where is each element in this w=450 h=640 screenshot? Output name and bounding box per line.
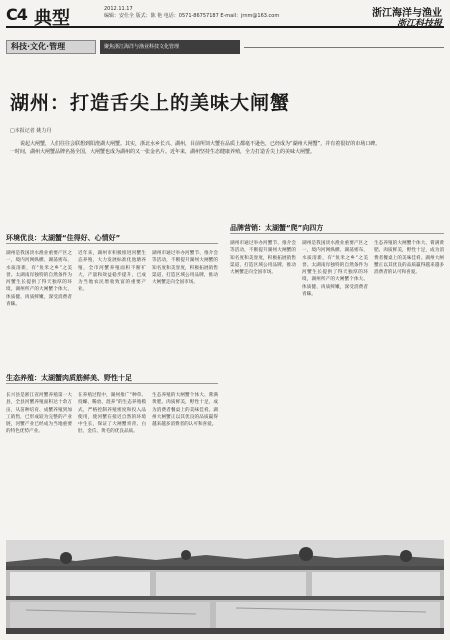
divider: [6, 243, 218, 244]
page-title: 典型: [34, 8, 70, 29]
body-paragraph: 近年来，湖州市积极推进河蟹生态养殖，大力发展标准化池塘养殖，全市河蟹养殖面积不断扩大，产量和效益稳步提升，已成为当地农民增收致富的重要产业。: [78, 251, 146, 293]
body-paragraph: 湖州是我国淡水渔业重要产区之一，境内河网纵横、湖荡密布，水质清新，有“鱼米之乡”之美誉。太湖南岸独特的自然条件为河蟹生长提供了得天独厚的环境，湖州所产的大闸蟹个体大、体质健、肉质鲜嫩，深受消费者青睐。: [6, 251, 72, 308]
body-paragraph: 生态养殖的大闸蟹个体大、膏满黄肥、肉质鲜美，野性十足，成为消费者餐桌上的美味佳肴。湖州大闸蟹正以其优良的品质赢得越来越多消费者的认可和喜爱。: [374, 241, 444, 276]
body-paragraph: 生态养殖的大闸蟹个体大、膏满黄肥、肉质鲜美，野性十足，成为消费者餐桌上的美味佳肴。湖州大闸蟹正以其优良的品质赢得越来越多消费者的认可和喜爱。: [152, 393, 218, 428]
issue-date: 2012.11.17: [104, 6, 133, 12]
subhead-ecology: 生态养殖：太湖蟹肉质筋鲜美、野性十足: [6, 374, 132, 382]
newspaper-name: 浙江科技报: [396, 19, 442, 29]
divider: [244, 47, 444, 48]
subhead-branding: 品牌营销：太湖蟹“爬”向四方: [230, 224, 324, 232]
body-paragraph: 在养殖过程中，湖州推广“种草、投螺、稀放、混养”的生态养殖模式，严格控制养殖密度和投入品使用，使河蟹在接近自然的环境中生长，保证了大闸蟹青背、白肚、金爪、黄毛的优良品质。: [78, 393, 146, 435]
column-label: 科技·文化·管理: [6, 40, 96, 54]
article-headline: 湖州：打造舌尖上的美味大闸蟹: [10, 92, 291, 114]
subhead-environment: 环境优良：太湖蟹“住得好、心情好”: [6, 234, 121, 242]
crab-pond-photo: [6, 540, 444, 634]
body-paragraph: 长兴县是浙江省河蟹养殖第一大县，全县河蟹养殖面积达十余万亩，从苗种培育、成蟹养殖到加工销售，已形成较为完整的产业链，河蟹产业已经成为当地重要的特色优势产业。: [6, 393, 72, 435]
body-paragraph: 湖州是我国淡水渔业重要产区之一，境内河网纵横、湖荡密布，水质清新，有“鱼米之乡”之美誉。太湖南岸独特的自然条件为河蟹生长提供了得天独厚的环境，湖州所产的大闸蟹个体大、体质健、肉质鲜嫩，深受消费者青睐。: [302, 241, 368, 298]
column-description: 聚焦浙江海洋与渔业科技文化管理: [100, 40, 240, 54]
editor-contact: 编辑：安仕全 版式：陈 艳 电话：0571-86757187 E-mail：jrnm@163.com: [104, 13, 280, 19]
body-paragraph: 湖州市通过举办河蟹节、推介会等活动，不断提升湖州大闸蟹的知名度和美誉度，积极拓展销售渠道，打造区域公用品牌，推动大闸蟹走向全国市场。: [230, 241, 296, 276]
issue-meta: [104, 6, 279, 20]
divider: [230, 233, 444, 234]
masthead: [6, 4, 444, 28]
body-paragraph: 湖州市通过举办河蟹节、推介会等活动，不断提升湖州大闸蟹的知名度和美誉度，积极拓展销售渠道，打造区域公用品牌，推动大闸蟹走向全国市场。: [152, 251, 218, 286]
article-lead: 说起大闸蟹，人们往往会联想到阳澄湖大闸蟹。其实，浙北水乡长兴、湖州，目前所饲大蟹在品质上都毫不逊色，已经成为“湖州大闸蟹”，并有着很好的市场口碑。一时间，湖州大闸蟹品牌名扬全国，大闸蟹也成为湖州的又一张金名片。近年来，湖州坚持生态健康养殖，全力打造舌尖上的美味大闸蟹。: [10, 141, 381, 156]
section-name: 浙江海洋与渔业: [372, 8, 442, 19]
byline: □本报记者 姚力丹: [10, 128, 52, 134]
page-number: C4: [6, 5, 27, 24]
column-tag: [6, 40, 444, 54]
divider: [6, 383, 218, 384]
